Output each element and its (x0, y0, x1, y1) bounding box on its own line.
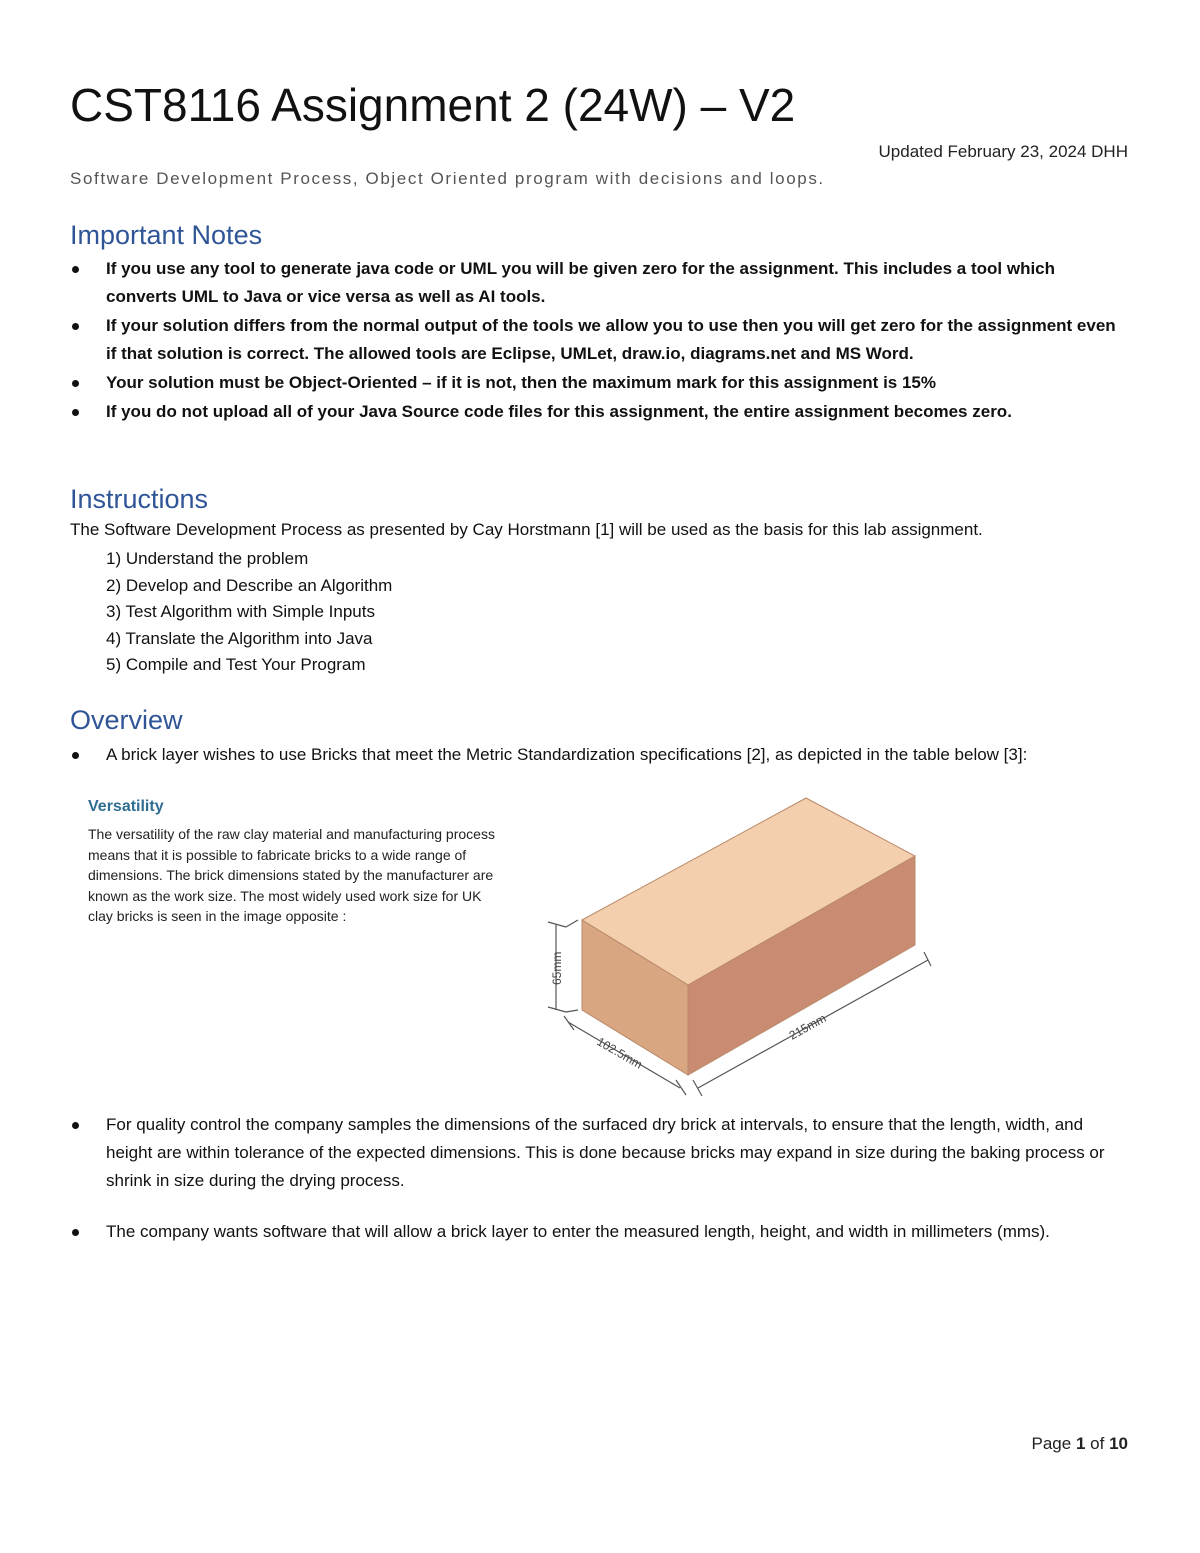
width-label: 102.5mm (594, 1034, 645, 1072)
bullet-icon (72, 409, 79, 416)
list-item: If you use any tool to generate java code or UML you will be given zero for the assignment. This includes a tool which converts UML to Java or vice versa as well as AI tools. (70, 255, 1130, 311)
instructions-intro: The Software Development Process as presented by Cay Horstmann [1] will be used as the basis for this lab assignment. (70, 520, 983, 539)
page-number: Page 1 of 10 (1031, 1434, 1128, 1453)
bullet-icon (72, 1229, 79, 1236)
updated-date: Updated February 23, 2024 DHH (878, 142, 1128, 161)
important-notes-heading: Important Notes (70, 220, 263, 250)
list-item: For quality control the company samples the dimensions of the surfaced dry brick at intervals, to ensure that the length, width, and height are within tolerance of the expected dimensions. This is done because bricks may expand in size during the baking process or shrink in size during the drying process. (70, 1111, 1130, 1195)
figure-caption (88, 798, 498, 927)
list-item: The company wants software that will allow a brick layer to enter the measured length, height, and width in millimeters (mms). (70, 1218, 1130, 1246)
document-title: CST8116 Assignment 2 (24W) – V2 (70, 79, 796, 131)
overview-list-2 (70, 1111, 1130, 1196)
overview-list-1 (70, 741, 1130, 770)
list-item: 4) Translate the Algorithm into Java (106, 628, 373, 648)
list-item: If you do not upload all of your Java Source code files for this assignment, the entire assignment becomes zero. (70, 398, 1130, 426)
list-item: Your solution must be Object-Oriented – if it is not, then the maximum mark for this assignment is 15% (70, 369, 1130, 397)
overview-heading: Overview (70, 705, 183, 735)
bullet-icon (72, 323, 79, 330)
process-steps-list (106, 546, 392, 679)
overview-list-3 (70, 1218, 1130, 1247)
brick-illustration (530, 790, 950, 1100)
list-item: 5) Compile and Test Your Program (106, 655, 366, 674)
instructions-heading: Instructions (70, 484, 209, 514)
document-subtitle: Software Development Process, Object Oriented program with decisions and loops. (70, 169, 825, 188)
list-item: 2) Develop and Describe an Algorithm (106, 575, 393, 595)
list-item: A brick layer wishes to use Bricks that meet the Metric Standardization specifications [2], as depicted in the table below [3]: (70, 741, 1130, 769)
bullet-icon (72, 266, 79, 273)
important-notes-list (70, 255, 1130, 427)
bullet-icon (72, 380, 79, 387)
list-item: If your solution differs from the normal output of the tools we allow you to use then you will get zero for the assignment even if that solution is correct. The allowed tools are Eclipse, UMLet, draw.io, diagrams.net and MS Word. (70, 312, 1130, 368)
list-item: 1) Understand the problem (106, 549, 309, 568)
length-label: 215mm (786, 1010, 829, 1043)
figure-body: The versatility of the raw clay material and manufacturing process means that it is possible to fabricate bricks to a wide range of dimensions. The brick dimensions stated by the manufacturer are known as the work size. The most widely used work size for UK clay bricks is seen in the image opposite : (88, 826, 495, 924)
bullet-icon (72, 1122, 79, 1129)
height-label: 65mm (550, 951, 564, 985)
figure-heading: Versatility (88, 798, 164, 815)
bullet-icon (72, 752, 79, 759)
list-item: 3) Test Algorithm with Simple Inputs (106, 602, 375, 621)
